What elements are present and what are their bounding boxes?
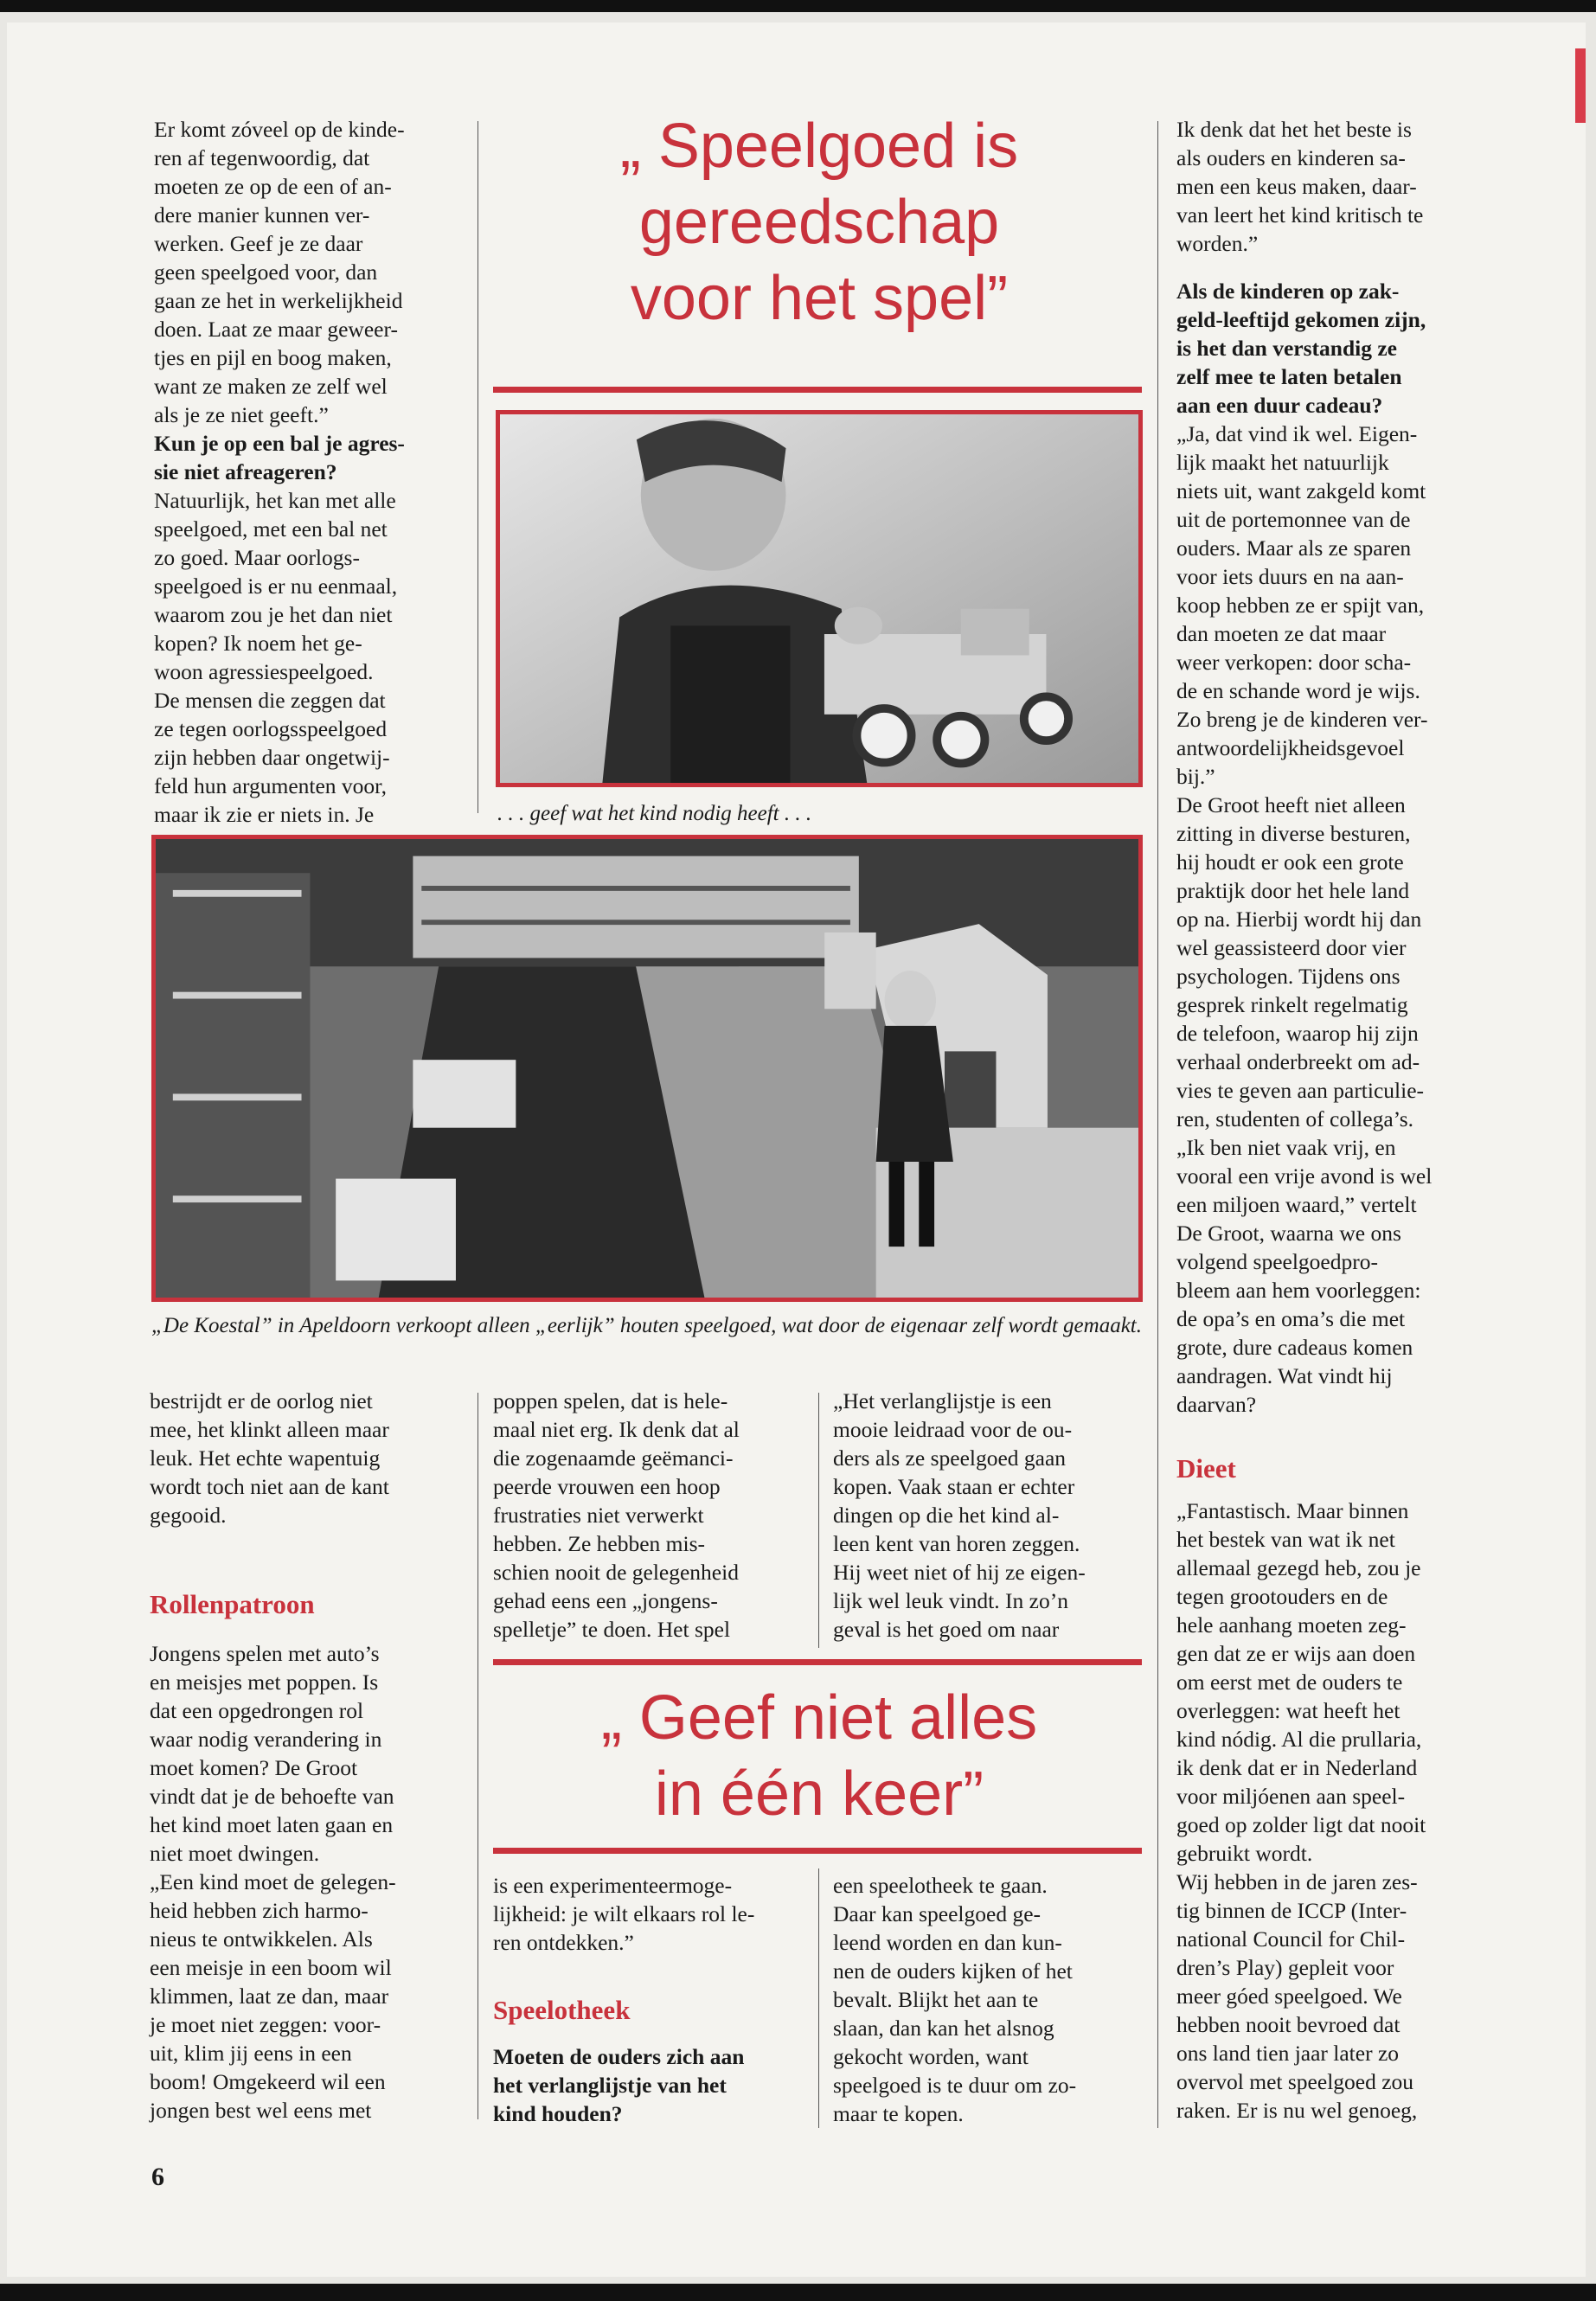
section-heading-rollenpatroon: Rollenpatroon [150, 1589, 315, 1619]
section-heading-dieet: Dieet [1176, 1453, 1236, 1484]
col2-question-text: Moeten de ouders zich aan het verlanglijstje van het kind houden? [493, 2044, 745, 2126]
col1-question [154, 429, 465, 486]
col4-paragraph-1: Ik denk dat het het beste is als ouders en kinderen sa- men een keus maken, daar- van leert het kind kritisch te worden.” [1176, 117, 1424, 256]
col2-question [493, 2042, 813, 2128]
col4-paragraph-2: „Ja, dat vind ik wel. Eigen- lijk maakt het natuurlijk niets uit, want zakgeld komt uit de portemonnee van de ouders. Maar als ze sparen voor iets duurs en na aan- koop hebben ze er spijt van, dan moeten ze dat maar weer verkopen: door scha- de en schande word je wijs. Zo breng je de kinderen ver- antwoordelijkheidsgevoel bij.” De Groot heeft niet alleen zitting in diverse besturen, hij houdt er ook een grote praktijk door het hele land op na. Hierbij wordt hij dan wel geassisteerd door vier psychologen. Tijdens ons gesprek rinkelt regelmatig de telefoon, waarop hij zijn verhaal onderbreekt om ad- vies te geven aan particulie- ren, studenten of collega’s. „Ik ben niet vaak vrij, en vooral een vrije avond is wel een miljoen waard,” vertelt De Groot, waarna we ons volgend speelgoedpro- bleem aan hem voorleggen: de opa’s en oma’s die met grote, dure cadeaus komen aandragen. Wat vindt hij daarvan? [1176, 421, 1433, 1417]
col2-paragraph-lower: is een experimenteermoge- lijkheid: je wilt elkaars rol le- ren ontdekken.” [493, 1873, 755, 1955]
headline-rule-top [493, 387, 1142, 393]
col1-paragraph-2: Natuurlijk, het kan met alle speelgoed, met een bal net zo goed. Maar oorlogs- speelgoed is er nu eenmaal, waarom zou je het dan niet kopen? Ik noem het ge- woon agressiespeelgoed. De mensen die zeggen dat ze tegen oorlogsspeelgoed zijn hebben daar ongetwij- feld hun argumenten voor, maar ik zie er niets in. Je [154, 488, 398, 827]
col1-question-text: Kun je op een bal je agres- sie niet afreageren? [154, 431, 405, 484]
headline-rule-bottom-2 [493, 1848, 1142, 1854]
column-divider [1157, 121, 1158, 2128]
child-toy-photo-graphic [500, 414, 1138, 783]
col4-question [1176, 277, 1505, 420]
col3-paragraph-top: „Het verlanglijstje is een mooie leidraad voor de ou- ders als ze speelgoed gaan kopen. Vaak staan er echter dingen op die het kind al- leen kent van horen zeggen. Hij weet niet of hij ze eigen- lijk wel leuk vindt. In zo’n geval is het goed om naar [833, 1388, 1086, 1642]
headline-geef-niet-alles: „ Geef niet alles in één keer” [600, 1683, 1038, 1829]
col4-paragraph-3: „Fantastisch. Maar binnen het bestek van wat ik net allemaal gezegd heb, zou je tegen grootouders en de hele aanhang moeten zeg- gen dat ze er wijs aan doen om eerst met de ouders te overleggen: wat heeft het kind nódig. Al die prullaria, ik denk dat er in Nederland voor miljóenen aan speel- goed op zolder ligt dat nooit gebruikt wordt. Wij hebben in de jaren zes- tig binnen de ICCP (Inter- national Council for Chil- dren’s Play) gepleit voor meer góed speelgoed. We hebben nooit bevroed dat ons land tien jaar later zo overvol met speelgoed zou raken. Er is nu wel genoeg, [1176, 1498, 1426, 2123]
photo-caption-1: . . . geef wat het kind nodig heeft . . . [497, 802, 812, 825]
page-edge-marker [1575, 48, 1586, 123]
col3-paragraph-lower: een speelotheek te gaan. Daar kan speelgoed ge- leend worden en dan kun- nen de ouders kijken of het bevalt. Blijkt het aan te slaan, dan kan het alsnog gekocht worden, want speelgoed is te duur om zo- maar te kopen. [833, 1873, 1077, 2126]
headline-speelgoed: „ Speelgoed is gereedschap voor het spel” [619, 112, 1019, 333]
toy-shop-photo-graphic [156, 839, 1138, 1298]
scan-border-bottom [0, 2284, 1596, 2301]
col1-paragraph-1: Er komt zóveel op de kinde- ren af tegenwoordig, dat moeten ze op de een of an- dere manier kunnen ver- werken. Geef je ze daar geen speelgoed voor, dan gaan ze het in werkelijkheid doen. Laat ze maar geweer- tjes en pijl en boog maken, want ze maken ze zelf wel als je ze niet geeft.” [154, 117, 405, 427]
headline-rule-top-2 [493, 1659, 1142, 1665]
photo-child-with-toy-truck [496, 410, 1143, 787]
col1-bottom-paragraph-1: bestrijdt er de oorlog niet mee, het klinkt alleen maar leuk. Het echte wapentuig wordt toch niet aan de kant gegooid. [150, 1388, 389, 1528]
section-heading-speelotheek: Speelotheek [493, 1995, 631, 2025]
col1-bottom-paragraph-2: Jongens spelen met auto’s en meisjes met poppen. Is dat een opgedrongen rol waar nodig verandering in moet komen? De Groot vindt dat je de behoefte van het kind moet laten gaan en niet moet dwingen. „Een kind moet de gelegen- heid hebben zich harmo- nieus te ontwikkelen. Als een meisje in een boom wil klimmen, laat ze dan, maar je moet niet zeggen: voor- uit, klim jij eens in een boom! Omgekeerd wil een jongen best wel eens met [150, 1641, 396, 2123]
col2-paragraph-top: poppen spelen, dat is hele- maal niet erg. Ik denk dat al die zogenaamde geëmanci- peerde vrouwen een hoop frustraties niet verwerkt hebben. Ze hebben mis- schien nooit de gelegenheid gehad eens een „jongens- spelletje” te doen. Het spel [493, 1388, 740, 1642]
col4-question-text: Als de kinderen op zak- geld-leeftijd gekomen zijn, is het dan verstandig ze zelf mee te laten betalen aan een duur cadeau? [1176, 279, 1426, 418]
photo-caption-2: „De Koestal” in Apeldoorn verkoopt alleen „eerlijk” houten speelgoed, wat door de eigenaar zelf wordt gemaakt. [151, 1314, 1142, 1337]
column-divider [818, 1868, 819, 2128]
column-divider [818, 1393, 819, 1648]
photo-toy-shop-de-koestal [151, 835, 1143, 1302]
page-number: 6 [151, 2163, 164, 2191]
scan-border-top [0, 0, 1596, 12]
